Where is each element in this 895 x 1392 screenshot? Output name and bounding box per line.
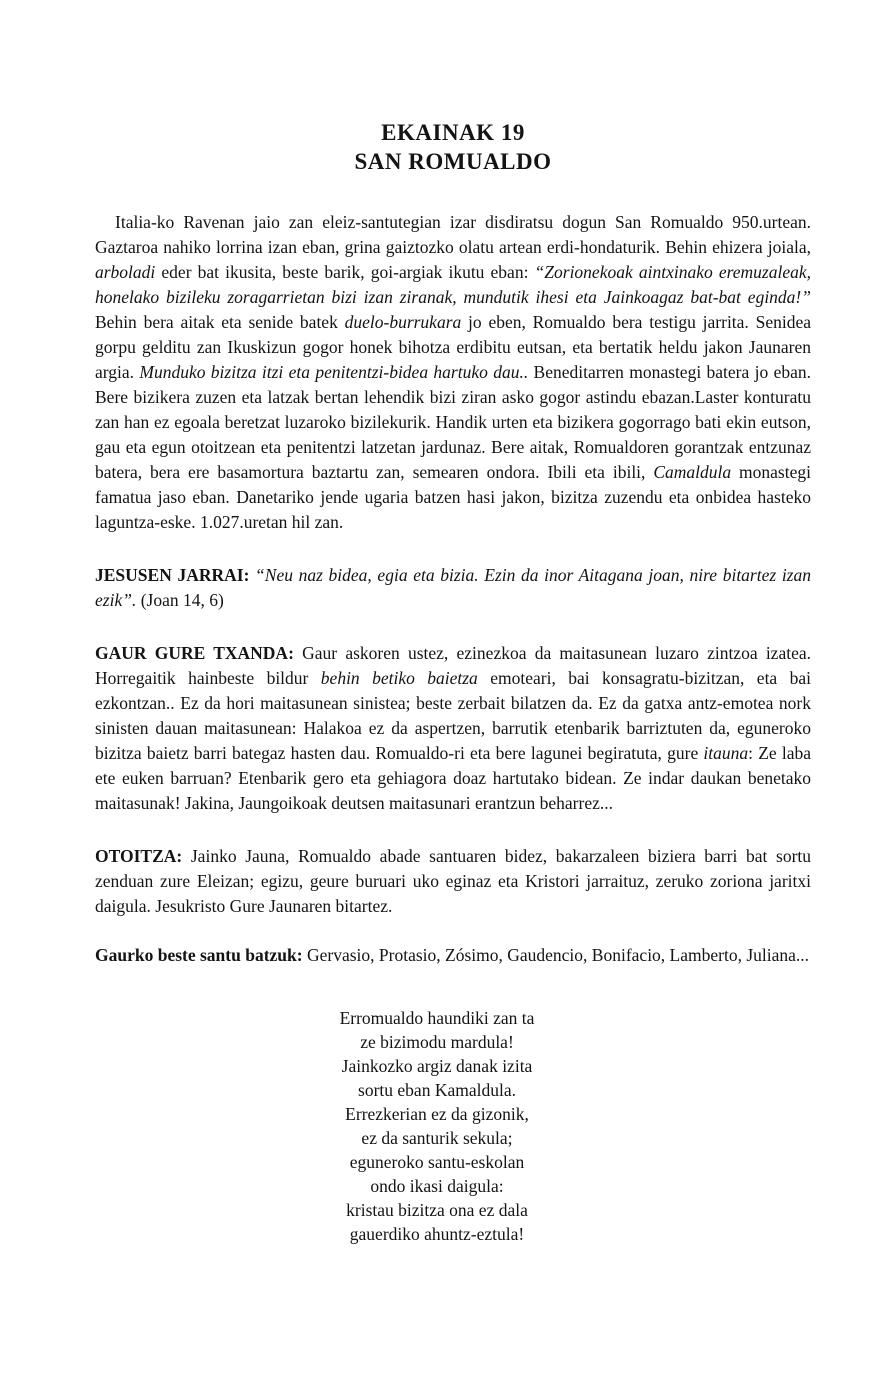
poem: Erromualdo haundiki zan ta ze bizimodu mardula! Jainkozko argiz danak izita sortu eban Kamaldula. Errezkerian ez da gizonik, ez da santurik sekula; eguneroko santu-eskolan ondo ikasi daigula: kristau bizitza ona ez dala gauerdiko ahuntz-eztula! [339, 1008, 535, 1244]
jesus-quote-paragraph: JESUSEN JARRAI: “Neu naz bidea, egia eta bizia. Ezin da inor Aitagana joan, nire bitartez izan ezik”. (Joan 14, 6) [95, 565, 811, 610]
prayer-paragraph: OTOITZA: Jainko Jauna, Romualdo abade santuaren bidez, bakarzaleen biziera barri bat sortu zenduan zure Eleizan; egizu, geure buruari uko eginaz eta Kristori jarraituz, zeruko zoriona jaritxi daigula. Jesukristo Gure Jaunaren bitartez. [95, 846, 812, 916]
title-date: EKAINAK 19 [381, 120, 525, 145]
page-title [95, 118, 811, 176]
other-saints-paragraph: Gaurko beste santu batzuk: Gervasio, Protasio, Zósimo, Gaudencio, Bonifacio, Lamberto, Juliana... [95, 945, 810, 965]
reflection-paragraph: GAUR GURE TXANDA: Gaur askoren ustez, ezinezkoa da maitasunean luzaro zintzoa izatea. Horregaitik hainbeste bildur behin betiko baietza emoteari, bai konsagratu-bizitzan, eta bai ezkontzan.. Ez da hori maitasunean sinistea; beste zerbait bilatzen da. Ez da gatxa antz-emotea nork sinisten dauan maitasunean: Halakoa ez da aspertzen, barrutik etenbarik barriztuten da, eguneroko bizitza baietz barri bategaz hasten dau. Romualdo-ri eta bere lagunei begiratuta, gure itauna: Ze laba ete euken barruan? Etenbarik gero eta gehiagora doaz hartutako bidean. Ze indar daukan benetako maitasunak! Jakina, Jaungoikoak deutsen maitasunari erantzun beharrez... [95, 643, 811, 813]
page-content [95, 118, 811, 1246]
title-saint-name: SAN ROMUALDO [354, 149, 552, 174]
biography-paragraph: Italia-ko Ravenan jaio zan eleiz-santutegian izar disdiratsu dogun San Romualdo 950.urtean. Gaztaroa nahiko lorrina izan eban, grina gaiztozko olatu artean erdi-hondaturik. Behin ehizera joiala, arboladi eder bat ikusita, beste barik, goi-argiak ikutu eban: “Zorionekoak aintxinako eremuzaleak, honelako bizileku zoragarrietan bizi izan ziranak, mundutik ihesi eta Jainkoagaz bat-bat eginda!” Behin bera aitak eta senide batek duelo-burrukara jo eben, Romualdo bera testigu jarrita. Senidea gorpu gelditu zan Ikuskizun gogor honek bihotza erdibitu eutsan, eta bertatik heldu jakon Jaunaren argia. Munduko bizitza itzi eta penitentzi-bidea hartuko dau.. Beneditarren monastegi batera jo eban. Bere bizikera zuzen eta latzak bertan lehendik bizi ziran asko gogor astindu ebazan.Laster konturatu zan han ez egoala beretzat luzaroko bizilekurik. Handik urten eta bizikera gogorrago bati ekin eutson, gau eta egun otoitzean eta penitentzi latzetan jardunaz. Bere aitak, Romualdoren gorantzak entzunaz batera, bera ere basamortura baztartu zan, semearen ondora. Ibili eta ibili, Camaldula monastegi famatua jaso eban. Danetariko jende ugaria batzen hasi jakon, bizitza zuzendu eta onbidea hasteko laguntza-eske. 1.027.uretan hil zan. [95, 212, 811, 532]
